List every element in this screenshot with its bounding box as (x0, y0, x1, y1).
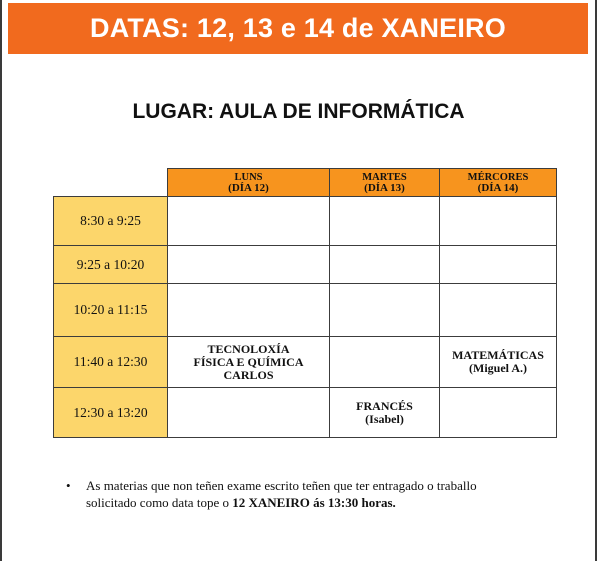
day-name: MÉRCORES (467, 171, 529, 183)
schedule-cell (330, 337, 440, 388)
teacher-label: CARLOS (223, 367, 274, 382)
schedule-cell (168, 246, 330, 284)
table-row (54, 284, 557, 337)
schedule-cell (330, 197, 440, 246)
day-date: (DÍA 13) (364, 181, 405, 194)
schedule-cell (440, 246, 557, 284)
time-slot: 10:20 a 11:15 (54, 284, 168, 337)
table-corner (54, 169, 168, 197)
time-slot: 11:40 a 12:30 (54, 337, 168, 388)
header-title: DATAS: 12, 13 e 14 de XANEIRO (90, 13, 506, 43)
day-date: (DÍA 14) (477, 181, 519, 194)
subject-label: TECNOLOXÍA (207, 341, 290, 356)
teacher-label: (Isabel) (365, 411, 404, 426)
note-text (86, 477, 510, 511)
schedule-cell (168, 284, 330, 337)
exam-schedule-table (53, 168, 557, 438)
schedule-cell-tecnoloxia (168, 337, 330, 388)
table-row (54, 337, 557, 388)
note-paragraph (66, 477, 510, 511)
schedule-cell (168, 388, 330, 438)
schedule-cell (330, 246, 440, 284)
header-banner (8, 3, 588, 54)
day-date: (DÍA 12) (228, 181, 269, 194)
left-edge (0, 0, 2, 561)
time-slot: 12:30 a 13:20 (54, 388, 168, 438)
schedule-cell (440, 388, 557, 438)
day-name: MARTES (362, 171, 407, 183)
table-header-row (54, 169, 557, 197)
bullet-icon: • (66, 478, 71, 493)
schedule-cell-frances (330, 388, 440, 438)
note-body: As materias que non teñen exame escrito teñen que ter entragado o traballo solicitado como data tope o (86, 478, 477, 510)
teacher-label: (Miguel A.) (469, 361, 527, 375)
time-slot: 9:25 a 10:20 (54, 246, 168, 284)
schedule-cell (330, 284, 440, 337)
schedule-cell (440, 197, 557, 246)
place-title: LUGAR: AULA DE INFORMÁTICA (132, 100, 465, 123)
subject-label: MATEMÁTICAS (452, 348, 544, 362)
subject-label: FÍSICA E QUÍMICA (193, 354, 304, 369)
table-row (54, 246, 557, 284)
table-row (54, 197, 557, 246)
subject-label: FRANCÉS (356, 398, 413, 413)
time-slot: 8:30 a 9:25 (54, 197, 168, 246)
note-deadline: 12 XANEIRO ás 13:30 horas. (232, 495, 396, 510)
schedule-cell-matematicas (440, 337, 557, 388)
schedule-cell (440, 284, 557, 337)
day-name: LUNS (234, 171, 263, 183)
day-header-tue (330, 169, 440, 197)
day-header-wed (440, 169, 557, 197)
table-row (54, 388, 557, 438)
schedule-cell (168, 197, 330, 246)
day-header-mon (168, 169, 330, 197)
